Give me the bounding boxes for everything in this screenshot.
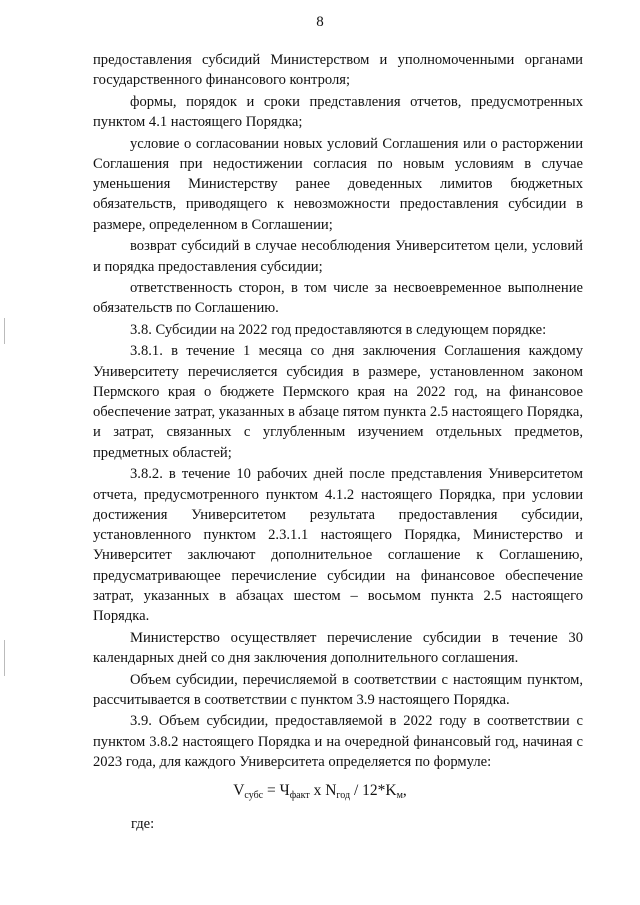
formula-ch: Ч [279, 782, 290, 799]
formula-ch-subscript: факт [289, 790, 310, 801]
formula-multiply: x [309, 782, 326, 799]
formula-tail: , [402, 782, 407, 799]
paragraph: предоставления субсидий Министерством и уполномоченными органами государственного финансового контроля; [93, 52, 583, 89]
paragraph: 3.8. Субсидии на 2022 год предоставляются в следующем порядке: [130, 321, 547, 338]
page-number: 8 [316, 14, 324, 30]
where-label: где: [131, 816, 155, 832]
paragraph: Объем субсидии, перечисляемой в соответствии с настоящим пунктом, рассчитывается в соответствии с пунктом 3.9 настоящего Порядка. [93, 671, 583, 708]
body-text [93, 50, 583, 773]
scan-edge-mark [4, 318, 5, 344]
paragraph: ответственность сторон, в том числе за несвоевременное выполнение обязательств по Соглашению. [93, 280, 583, 317]
paragraph: 3.8.2. в течение 10 рабочих дней после представления Университетом отчета, предусмотренного пунктом 4.1.2 настоящего Порядка, при условии достижения Университетом результата предоставления субсидии, установленного пунктом 2.3.1.1 настоящего Порядка, Министерство и Университет заключают дополнительное соглашение к Соглашению, предусматривающее перечисление субсидии на финансовое обеспечение затрат, указанных в абзацах шестом – восьмом пункта 2.5 настоящего Порядка. [93, 466, 583, 625]
paragraph: Министерство осуществляет перечисление субсидии в течение 30 календарных дней со дня заключения дополнительного соглашения. [93, 629, 583, 667]
formula-n: N [325, 782, 337, 799]
paragraph: условие о согласовании новых условий Соглашения или о расторжении Соглашения при недостижении согласия по новым условиям в случае уменьшения Министерству ранее доведенных лимитов бюджетных обязательств, приводящего к невозможности предоставления субсидии в размере, определенном в Соглашении; [93, 135, 583, 233]
formula-n-subscript: год [336, 790, 351, 801]
paragraph: формы, порядок и сроки представления отчетов, предусмотренных пунктом 4.1 настоящего Порядка; [93, 93, 583, 131]
formula-k-subscript: м [396, 790, 403, 801]
paragraph: 3.9. Объем субсидии, предоставляемой в 2022 году в соответствии с пунктом 3.8.2 настоящего Порядка и на очередной финансовый год, начиная с 2023 года, для каждого Университета определяется по формуле: [93, 713, 583, 770]
subsidy-formula [0, 782, 640, 801]
scan-edge-mark [4, 640, 5, 676]
formula-v: V [233, 782, 245, 799]
formula-equals: = [263, 782, 280, 799]
formula-divide-k: / 12*K [350, 782, 397, 799]
paragraph: 3.8.1. в течение 1 месяца со дня заключения Соглашения каждому Университету перечисляется субсидия в размере, установленном законом Пермского края о бюджете Пермского края на 2022 год, на финансовое обеспечение затрат, указанных в абзаце пятом пункта 2.5 настоящего Порядка, и затрат, связанных с углубленным изучением отдельных предметов, предметных областей; [93, 343, 583, 461]
paragraph: возврат субсидий в случае несоблюдения Университетом цели, условий и порядка предоставления субсидии; [93, 238, 583, 275]
formula-v-subscript: субс [244, 790, 264, 801]
